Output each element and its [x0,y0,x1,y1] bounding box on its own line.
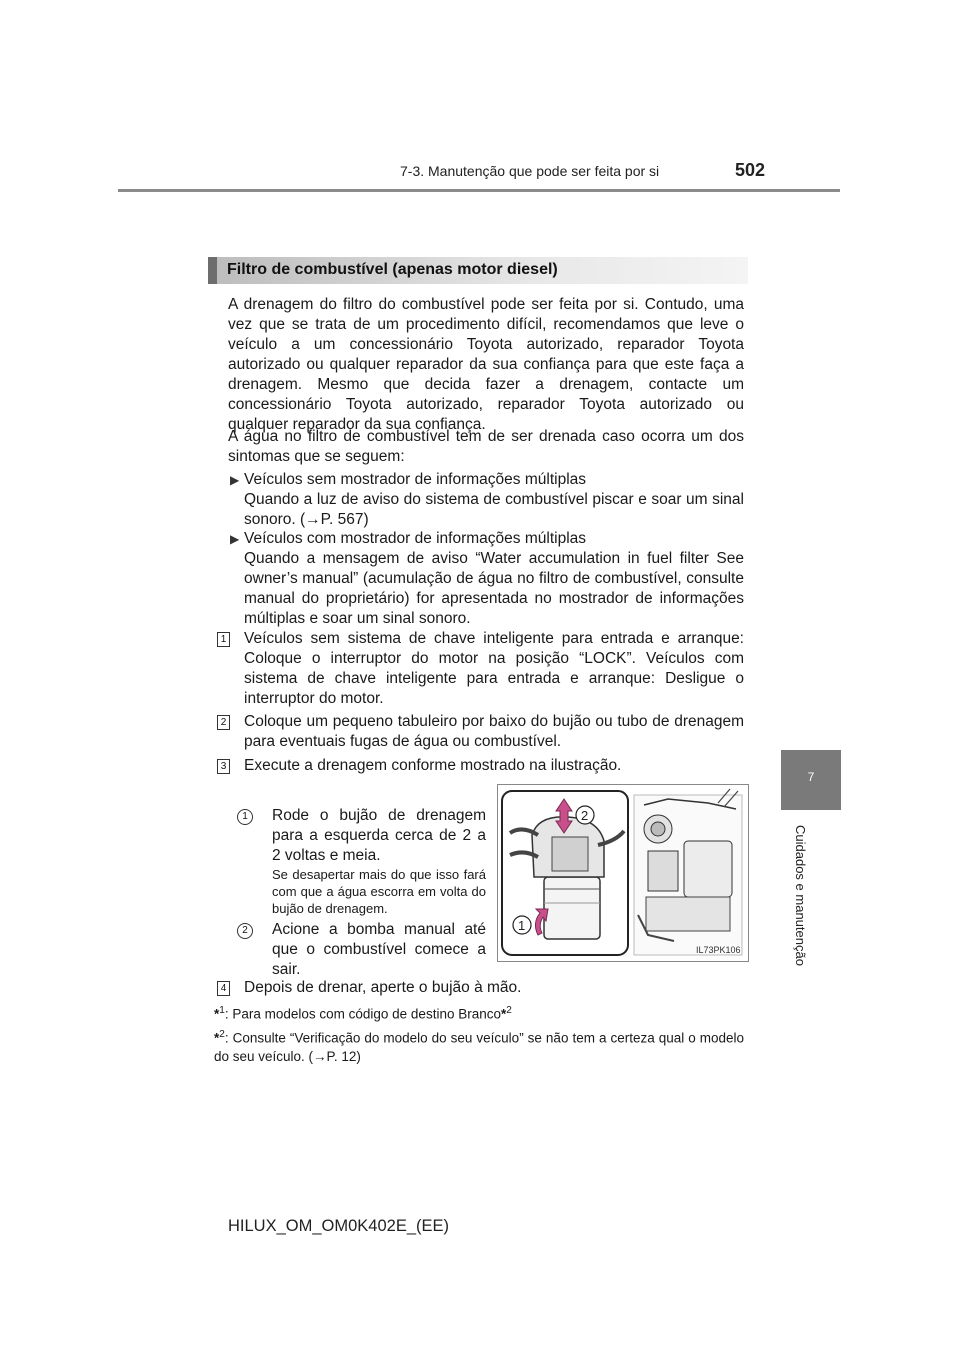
header-rule [118,189,840,192]
intro-paragraph: A drenagem do filtro do combustível pode ser feita por si. Contudo, uma vez que se trata de um procedimento difícil, recomendamos que leve o veículo a um concessionário Toyota autorizado, reparador Toyota autorizado ou qualquer reparador da sua confiança para que este faça a drenagem. Mesmo que decida fazer a drenagem, contacte um concessionário Toyota autorizado, reparador Toyota autorizado ou qualquer reparador da sua confiança. [228,296,744,433]
substep-note: Se desapertar mais do que isso fará com que a água escorra em volta do bujão de drenagem. [272,867,486,916]
section-title: Filtro de combustível (apenas motor diesel) [227,261,558,278]
fuel-filter-illustration [497,784,749,962]
substep-circle-number: 2 [237,923,253,939]
step-number-box: 2 [217,715,230,730]
document-footer: HILUX_OM_OM0K402E_(EE) [228,1217,450,1235]
step-text: Veículos sem sistema de chave inteligente para entrada e arranque: Coloque o interruptor do motor na posição “LOCK”. Veículos com sistema de chave inteligente para entrada e arranque: Desligue o interruptor do motor. [244,630,744,707]
running-header: 7-3. Manutenção que pode ser feita por si [400,163,660,179]
footnote-marker: * [214,1030,220,1046]
footnote-trail-sup: 2 [506,1005,512,1016]
bullet-title: Veículos sem mostrador de informações múltiplas [244,471,587,488]
footnote-sup: 2 [219,1029,225,1040]
symptoms-intro: A água no filtro de combustível tem de ser drenada caso ocorra um dos sintomas que se seguem: [228,428,744,465]
bullet-title: Veículos com mostrador de informações múltiplas [244,530,587,547]
step-number-box: 4 [217,981,230,996]
footnote-marker: * [214,1006,220,1022]
bullet-body: Quando a mensagem de aviso “Water accumulation in fuel filter See owner’s manual” (acumulação de água no filtro de combustível, consulte manual do proprietário) for apresentada no mostrador de informações múltiplas e soar um sinal sonoro. [244,550,744,627]
footnote [214,1026,744,1066]
chapter-tab-rule [781,808,841,810]
chapter-number: 7 [807,770,815,784]
illustration-label: IL73PK106 [696,945,741,955]
svg-text:1: 1 [518,918,526,933]
step-text: Depois de drenar, aperte o bujão à mão. [244,979,522,996]
svg-text:2: 2 [581,808,589,823]
substep-text: Acione a bomba manual até que o combustível comece a sair. [272,921,486,978]
footnote-sup: 1 [219,1005,225,1016]
chapter-title [793,825,811,985]
footnote [214,1002,744,1024]
section-title-bar [208,257,748,284]
triangle-bullet-icon: ▶ [230,473,240,487]
substep-circle-number: 1 [237,809,253,825]
triangle-bullet-icon: ▶ [230,532,240,546]
step-number-box: 1 [217,632,230,647]
footnote-text: : Consulte “Verificação do modelo do seu veículo” se não tem a certeza qual o modelo do seu veículo. (→P. 12) [214,1030,744,1064]
step-text: Coloque um pequeno tabuleiro por baixo do bujão ou tubo de drenagem para eventuais fugas de água ou combustível. [244,713,744,750]
footnote-text: : Para modelos com código de destino Branco [224,1006,501,1022]
substep-text: Rode o bujão de drenagem para a esquerda cerca de 2 a 2 voltas e meia. [272,807,486,864]
bullet-body: Quando a luz de aviso do sistema de combustível piscar e soar um sinal sonoro. (→P. 567) [244,491,744,528]
chapter-title-text: Cuidados e manutenção [793,825,808,966]
footnote-trail-marker: * [501,1006,507,1022]
step-number-box: 3 [217,759,230,774]
page-number: 502 [735,160,766,180]
step-text: Execute a drenagem conforme mostrado na ilustração. [244,757,622,774]
illustration-drawing [498,785,748,961]
